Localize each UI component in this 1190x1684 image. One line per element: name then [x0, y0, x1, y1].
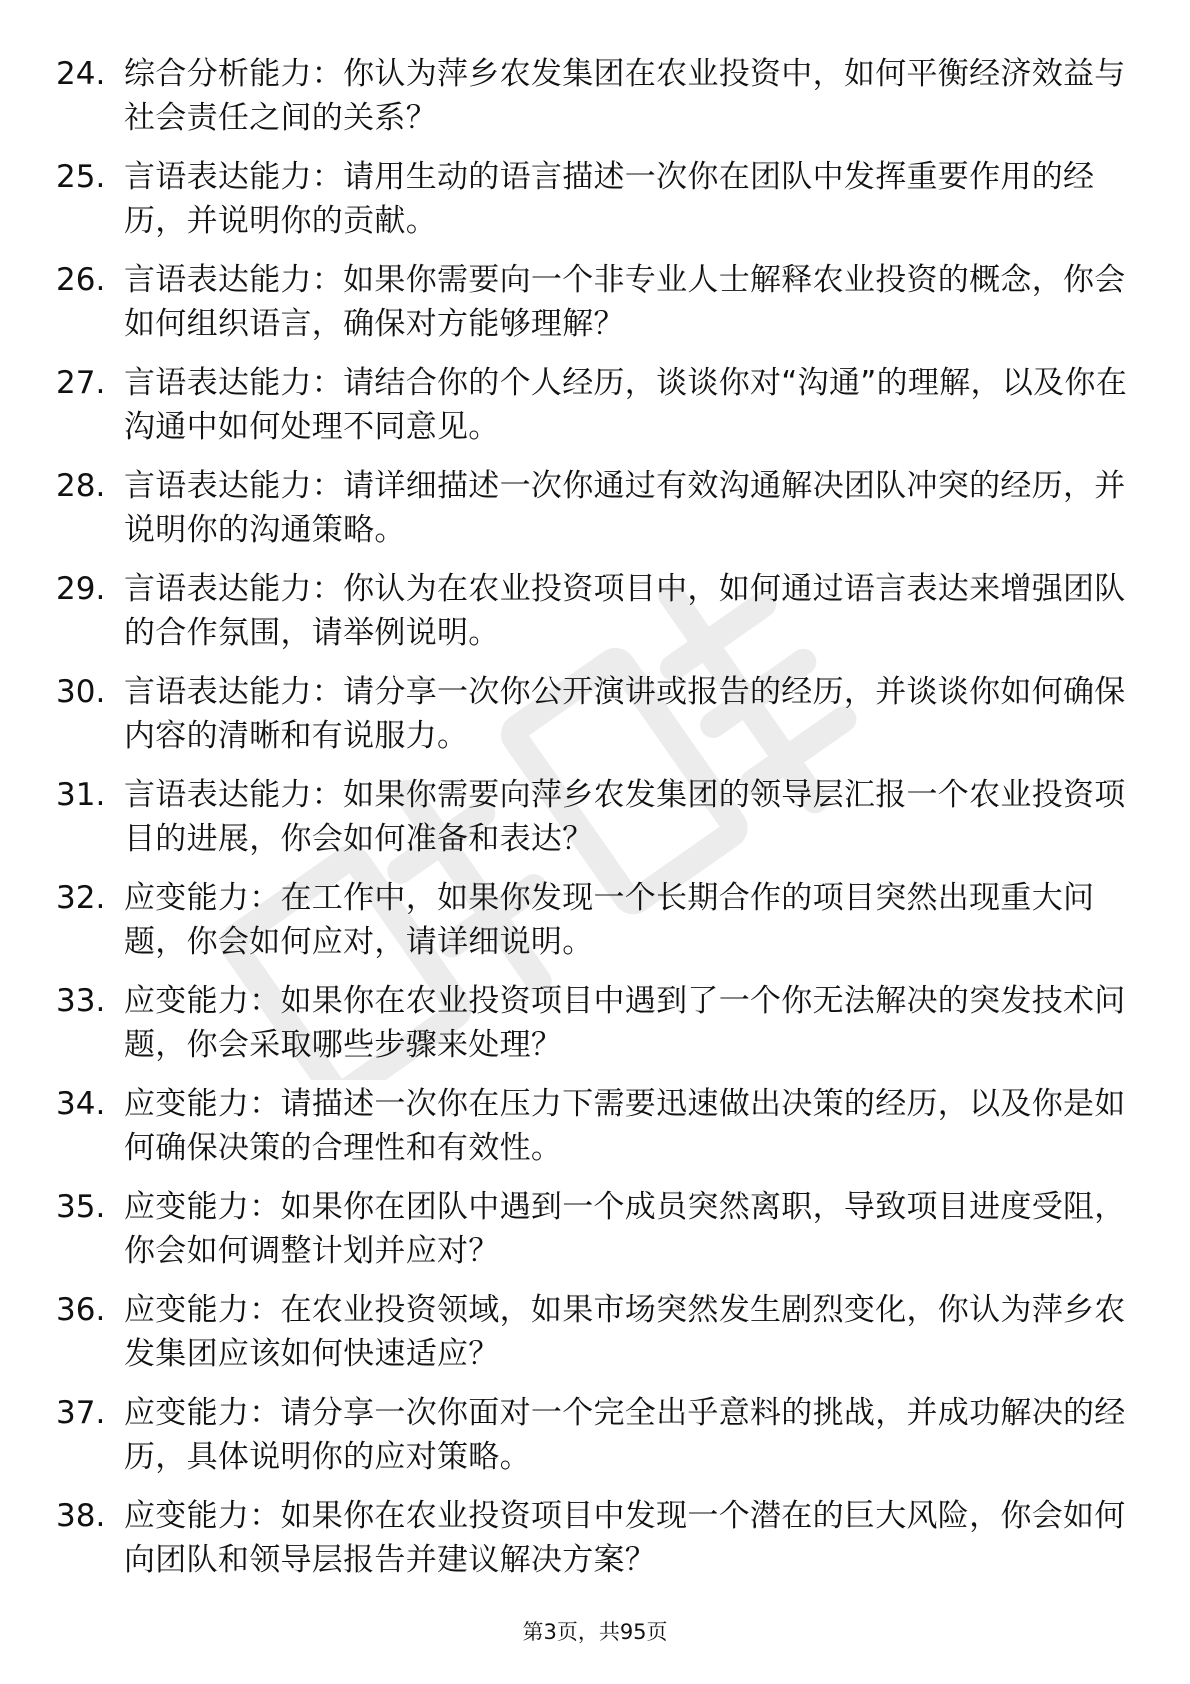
question-number: 26.	[56, 262, 106, 298]
question-item	[56, 52, 1136, 140]
question-item	[56, 258, 1136, 346]
question-text: 应变能力：请分享一次你面对一个完全出乎意料的挑战，并成功解决的经历，具体说明你的应对策略。	[124, 1395, 1126, 1475]
question-number: 32.	[56, 880, 106, 916]
question-item	[56, 773, 1136, 861]
question-number: 34.	[56, 1086, 106, 1122]
question-number: 30.	[56, 674, 106, 710]
question-item	[56, 1494, 1136, 1582]
question-number: 36.	[56, 1292, 106, 1328]
question-number: 37.	[56, 1395, 106, 1431]
question-item	[56, 979, 1136, 1067]
question-item	[56, 155, 1136, 243]
question-text: 应变能力：请描述一次你在压力下需要迅速做出决策的经历，以及你是如何确保决策的合理性和有效性。	[124, 1086, 1126, 1166]
question-number: 24.	[56, 56, 106, 92]
question-text: 言语表达能力：如果你需要向萍乡农发集团的领导层汇报一个农业投资项目的进展，你会如何准备和表达？	[124, 777, 1126, 857]
question-number: 33.	[56, 983, 106, 1019]
question-text: 言语表达能力：如果你需要向一个非专业人士解释农业投资的概念，你会如何组织语言，确保对方能够理解？	[124, 262, 1126, 342]
question-number: 27.	[56, 365, 106, 401]
question-text: 言语表达能力：请结合你的个人经历，谈谈你对“沟通”的理解，以及你在沟通中如何处理不同意见。	[124, 365, 1128, 445]
question-item	[56, 464, 1136, 552]
question-item	[56, 876, 1136, 964]
question-item	[56, 1185, 1136, 1273]
page-number-label: 第3页，共95页	[522, 1620, 668, 1644]
question-text: 应变能力：如果你在农业投资项目中发现一个潜在的巨大风险，你会如何向团队和领导层报告并建议解决方案？	[124, 1498, 1126, 1578]
question-item	[56, 1082, 1136, 1170]
question-number: 28.	[56, 468, 106, 504]
question-item	[56, 361, 1136, 449]
question-item	[56, 1288, 1136, 1376]
question-number: 29.	[56, 571, 106, 607]
question-text: 应变能力：在农业投资领域，如果市场突然发生剧烈变化，你认为萍乡农发集团应该如何快速适应？	[124, 1292, 1126, 1372]
question-item	[56, 567, 1136, 655]
question-text: 言语表达能力：你认为在农业投资项目中，如何通过语言表达来增强团队的合作氛围，请举例说明。	[124, 571, 1126, 651]
question-text: 言语表达能力：请详细描述一次你通过有效沟通解决团队冲突的经历，并说明你的沟通策略。	[124, 468, 1126, 548]
question-text: 应变能力：在工作中，如果你发现一个长期合作的项目突然出现重大问题，你会如何应对，请详细说明。	[124, 880, 1095, 960]
question-text: 言语表达能力：请分享一次你公开演讲或报告的经历，并谈谈你如何确保内容的清晰和有说服力。	[124, 674, 1126, 754]
question-item	[56, 670, 1136, 758]
question-number: 31.	[56, 777, 106, 813]
question-text: 应变能力：如果你在团队中遇到一个成员突然离职，导致项目进度受阻，你会如何调整计划并应对？	[124, 1189, 1126, 1269]
question-list	[56, 52, 1136, 1597]
page-footer	[0, 1618, 1190, 1646]
question-number: 38.	[56, 1498, 106, 1534]
question-text: 言语表达能力：请用生动的语言描述一次你在团队中发挥重要作用的经历，并说明你的贡献。	[124, 159, 1095, 239]
question-text: 应变能力：如果你在农业投资项目中遇到了一个你无法解决的突发技术问题，你会采取哪些步骤来处理？	[124, 983, 1126, 1063]
question-number: 35.	[56, 1189, 106, 1225]
question-item	[56, 1391, 1136, 1479]
question-number: 25.	[56, 159, 106, 195]
question-text: 综合分析能力：你认为萍乡农发集团在农业投资中，如何平衡经济效益与社会责任之间的关系？	[124, 56, 1126, 136]
